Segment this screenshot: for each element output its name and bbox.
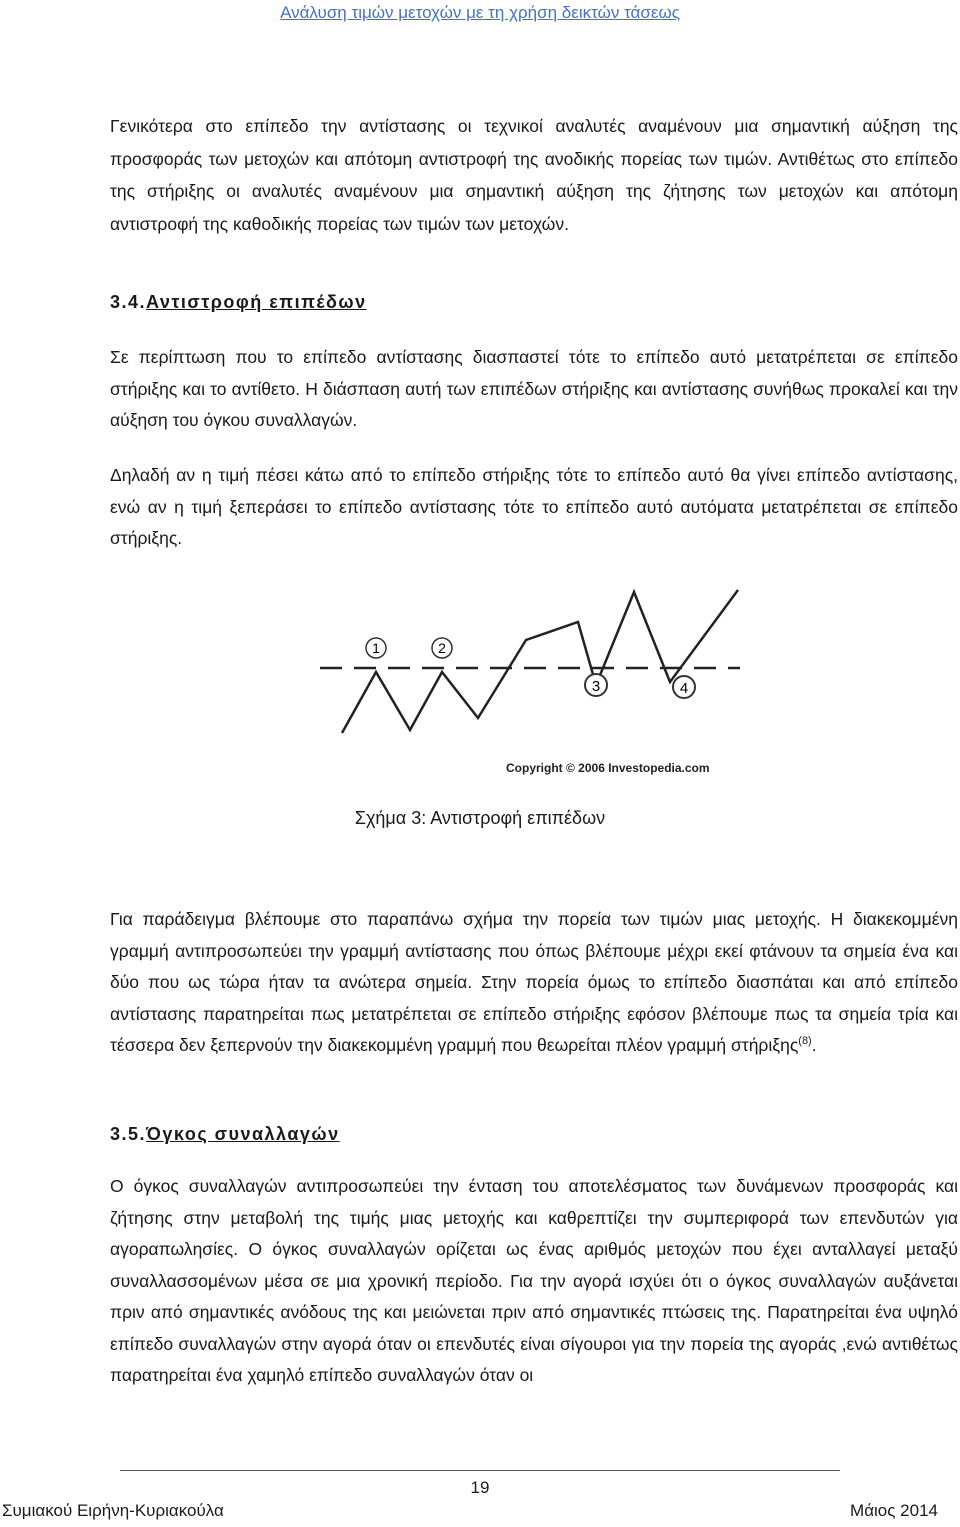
paragraph-resistance-support: Γενικότερα στο επίπεδο την αντίστασης οι τεχνικοί αναλυτές αναμένουν μια σημαντική αύξηση της προσφοράς των μετοχών και απότομη αντιστροφή της ανοδικής πορείας των τιμών. Αντιθέτως στο επίπεδο της στήριξης οι αναλυτές αναμένουν μια σημαντική αύξηση της ζήτησης των μετοχών και απότομη αντιστροφή της καθοδικής πορείας των τιμών των μετοχών.: [110, 116, 958, 234]
price-path-line: [342, 590, 738, 733]
marker-3-label: 3: [591, 678, 601, 695]
section-heading-3-5: [110, 1124, 340, 1145]
marker-2-label: 2: [438, 640, 446, 656]
section-heading-3-4: [110, 292, 367, 313]
footer-date: Μάιος 2014: [850, 1501, 938, 1520]
page-number: 19: [470, 1478, 490, 1497]
section-number: 3.4.: [110, 292, 147, 312]
reference-superscript: (8): [798, 1035, 812, 1048]
footer-author: Συμιακού Ειρήνη-Κυριακούλα: [2, 1501, 224, 1520]
marker-1-label: 1: [372, 640, 380, 656]
section-title: Αντιστροφή επιπέδων: [146, 292, 367, 312]
marker-1: [366, 638, 386, 658]
paragraph-figure-explanation: [110, 904, 958, 1062]
marker-4: [673, 676, 695, 698]
header-title: Ανάλυση τιμών μετοχών με τη χρήση δεικτών τάσεως: [280, 3, 680, 22]
marker-3: [585, 674, 607, 696]
page-header: [0, 3, 960, 23]
paragraph-trading-volume: Ο όγκος συναλλαγών αντιπροσωπεύει την ένταση του αποτελέσματος των δυνάμενων προσφοράς και ζήτησης στην μεταβολή της τιμής μιας μετοχής και καθρεπτίζει την συμπεριφορά των επενδυτών για αγοραπωλησίες. Ο όγκος συναλλαγών ορίζεται ως ένας αριθμός μετοχών που έχει ανταλλαγεί μεταξύ συναλλασσομένων μέσα σε μια χρονική περίοδο. Για την αγορά ισχύει ότι ο όγκος συναλλαγών αυξάνεται πριν από σημαντικές ανόδους της και μειώνεται πριν από σημαντικές πτώσεις της. Παρατηρείται ένα υψηλό επίπεδο συναλλαγών στην αγορά όταν οι επενδυτές είναι σίγουροι για την πορεία της αγοράς ,ενώ αντιθέτως παρατηρείται ένα χαμηλό επίπεδο συναλλαγών όταν οι: [110, 1176, 958, 1385]
paragraph-figure-text: Για παράδειγμα βλέπουμε στο παραπάνω σχήμα την πορεία των τιμών μιας μετοχής. Η διακεκομμένη γραμμή αντιπροσωπεύει την γραμμή αντίστασης που όπως βλέπουμε μέχρι εκεί φτάνουν τα σημεία ένα και δύο που ως τώρα ήταν τα ανώτερα σημεία. Στην πορεία όμως το επίπεδο διασπάται και από επίπεδο αντίστασης παρατηρείται πως μετατρέπεται σε επίπεδο στήριξης εφόσον βλέπουμε πως τα σημεία τρία και τέσσερα δεν ξεπερνούν την διακεκομμένη γραμμή που θεωρείται πλέον γραμμή στήριξης: [110, 909, 958, 1055]
section-title: Όγκος συναλλαγών: [146, 1124, 340, 1144]
footer-divider: [120, 1470, 840, 1471]
section-number: 3.5.: [110, 1124, 147, 1144]
marker-4-label: 4: [679, 680, 689, 697]
level-reversal-diagram: [318, 588, 742, 784]
paragraph-level-break: Σε περίπτωση που το επίπεδο αντίστασης διασπαστεί τότε το επίπεδο αυτό μετατρέπεται σε επίπεδο στήριξης και το αντίθετο. Η διάσπαση αυτή των επιπέδων στήριξης και αντίστασης συνήθως προκαλεί και την αύξηση του όγκου συναλλαγών.: [110, 347, 958, 430]
level-reversal-figure: [318, 588, 742, 784]
marker-2: [432, 638, 452, 658]
paragraph-example-explanation: Δηλαδή αν η τιμή πέσει κάτω από το επίπεδο στήριξης τότε το επίπεδο αυτό θα γίνει επίπεδο αντίστασης, ενώ αν η τιμή ξεπεράσει το επίπεδο αντίστασης τότε το επίπεδο αυτό αυτόματα μετατρέπεται σε επίπεδο στήριξης.: [110, 465, 958, 548]
figure-caption: Σχήμα 3: Αντιστροφή επιπέδων: [354, 808, 606, 828]
paragraph-figure-end: .: [811, 1035, 817, 1055]
figure-copyright: Copyright © 2006 Investopedia.com: [506, 761, 710, 775]
